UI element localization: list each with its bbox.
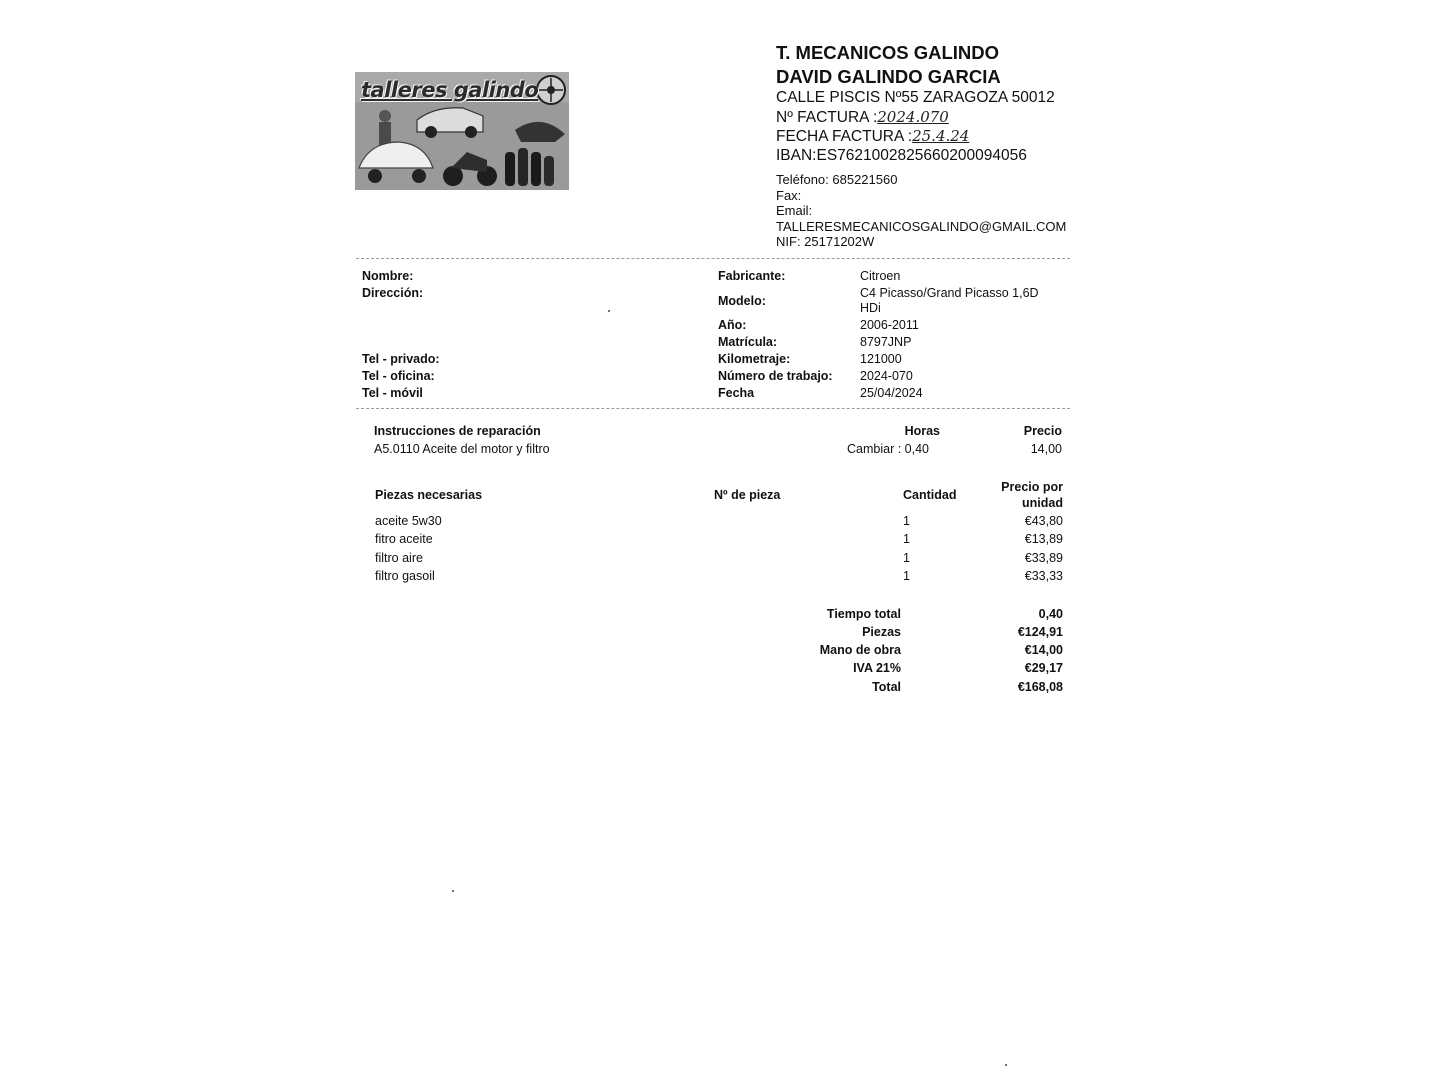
plate-value: 8797JNP	[860, 335, 912, 349]
tel-office-label: Tel - oficina:	[362, 369, 435, 383]
invoice-number-value: 2024.070	[877, 107, 949, 126]
maker-label: Fabricante:	[718, 269, 786, 283]
company-name: T. MECANICOS GALINDO	[776, 42, 1000, 63]
divider-top	[356, 258, 1070, 259]
nif: NIF: 25171202W	[776, 234, 875, 249]
total-value-time	[990, 607, 1063, 621]
invoice-date-value: 25.4.24	[912, 127, 970, 145]
total-label-parts	[760, 625, 901, 639]
repair-row-price-text: 14,00	[1030, 442, 1062, 456]
part-price	[990, 514, 1063, 528]
part-price-text: €43,80	[1024, 514, 1063, 528]
contact-block	[776, 172, 1066, 250]
part-qty: 1	[903, 551, 910, 565]
total-value-grand	[990, 680, 1063, 694]
parts-header-part-no: Nº de pieza	[714, 488, 781, 502]
total-value-vat-text: €29,17	[1024, 661, 1063, 675]
company-logo	[355, 72, 569, 190]
date-value: 25/04/2024	[860, 386, 923, 400]
plate-label: Matrícula:	[718, 335, 778, 349]
part-qty: 1	[903, 514, 910, 528]
company-header	[776, 41, 1055, 165]
job-value: 2024-070	[860, 369, 913, 383]
part-price	[990, 551, 1063, 565]
part-name: filtro gasoil	[375, 569, 435, 583]
part-price-text: €13,89	[1024, 532, 1063, 546]
total-value-time-text: 0,40	[1038, 607, 1063, 621]
part-price-text: €33,89	[1024, 551, 1063, 565]
total-label-parts-text: Piezas	[862, 625, 901, 639]
parts-header-name: Piezas necesarias	[375, 488, 483, 502]
invoice-date-label: FECHA FACTURA :	[776, 128, 913, 145]
total-label-grand-text: Total	[872, 680, 901, 694]
customer-name-label: Nombre:	[362, 269, 414, 283]
parts-header-qty: Cantidad	[903, 488, 957, 502]
tel-private-label: Tel - privado:	[362, 352, 440, 366]
year-label: Año:	[718, 318, 747, 332]
scan-speck	[608, 310, 610, 312]
repair-header-hours-text: Horas	[904, 424, 940, 438]
repair-header-price-text: Precio	[1023, 424, 1062, 438]
repair-header-hours	[880, 424, 940, 438]
model-label: Modelo:	[718, 294, 766, 308]
customer-address-label: Dirección:	[362, 286, 424, 300]
invoice-number-line	[776, 108, 1055, 128]
tel-mobile-label: Tel - móvil	[362, 386, 423, 400]
fax: Fax:	[776, 187, 802, 203]
total-value-labour	[990, 643, 1063, 657]
iban: IBAN:ES7621002825660200094056	[776, 146, 1027, 164]
invoice-date-line	[776, 127, 1055, 147]
total-value-vat	[990, 661, 1063, 675]
repair-row-hours	[800, 442, 929, 456]
company-owner: DAVID GALINDO GARCIA	[776, 66, 1001, 87]
scan-speck	[1005, 1064, 1007, 1066]
part-name: fitro aceite	[375, 532, 433, 546]
total-label-labour-text: Mano de obra	[819, 643, 901, 657]
invoice-number-label: Nº FACTURA :	[776, 108, 878, 126]
total-value-parts-text: €124,91	[1017, 625, 1063, 639]
part-name: aceite 5w30	[375, 514, 442, 528]
logo-text: talleres galindo	[361, 78, 539, 102]
part-qty: 1	[903, 532, 910, 546]
repair-row-price	[1000, 442, 1062, 456]
job-label: Número de trabajo:	[718, 369, 833, 383]
part-price	[990, 532, 1063, 546]
model-value-line1: C4 Picasso/Grand Picasso 1,6D	[860, 286, 1039, 300]
repair-row-description: A5.0110 Aceite del motor y filtro	[374, 442, 550, 456]
phone: Teléfono: 685221560	[776, 172, 898, 187]
part-name: filtro aire	[375, 551, 423, 565]
email-label: Email:	[776, 203, 813, 218]
mileage-value: 121000	[860, 352, 902, 366]
total-label-vat	[760, 661, 901, 675]
mileage-label: Kilometraje:	[718, 352, 791, 366]
part-price	[990, 569, 1063, 583]
model-value-line2: HDi	[860, 301, 881, 315]
total-value-labour-text: €14,00	[1024, 643, 1063, 657]
maker-value: Citroen	[860, 269, 901, 283]
company-address: CALLE PISCIS Nº55 ZARAGOZA 50012	[776, 89, 1055, 106]
parts-header-unit-price-line1: Precio por	[1001, 480, 1063, 494]
parts-header-unit-price	[980, 480, 1063, 511]
parts-header-unit-price-line2: unidad	[1022, 495, 1063, 510]
total-label-time	[760, 607, 901, 621]
scan-speck	[452, 890, 454, 892]
year-value: 2006-2011	[860, 318, 919, 332]
part-qty: 1	[903, 569, 910, 583]
total-value-grand-text: €168,08	[1017, 680, 1063, 694]
date-label: Fecha	[718, 386, 755, 400]
total-label-grand	[760, 680, 901, 694]
total-label-labour	[760, 643, 901, 657]
divider-middle	[356, 408, 1070, 409]
part-price-text: €33,33	[1024, 569, 1063, 583]
repair-header-instructions: Instrucciones de reparación	[374, 424, 541, 438]
total-value-parts	[990, 625, 1063, 639]
repair-row-hours-text: Cambiar : 0,40	[847, 442, 929, 456]
email: TALLERESMECANICOSGALINDO@GMAIL.COM	[776, 218, 1067, 234]
total-label-vat-text: IVA 21%	[853, 661, 901, 675]
repair-header-price	[1000, 424, 1062, 438]
total-label-time-text: Tiempo total	[826, 607, 901, 621]
